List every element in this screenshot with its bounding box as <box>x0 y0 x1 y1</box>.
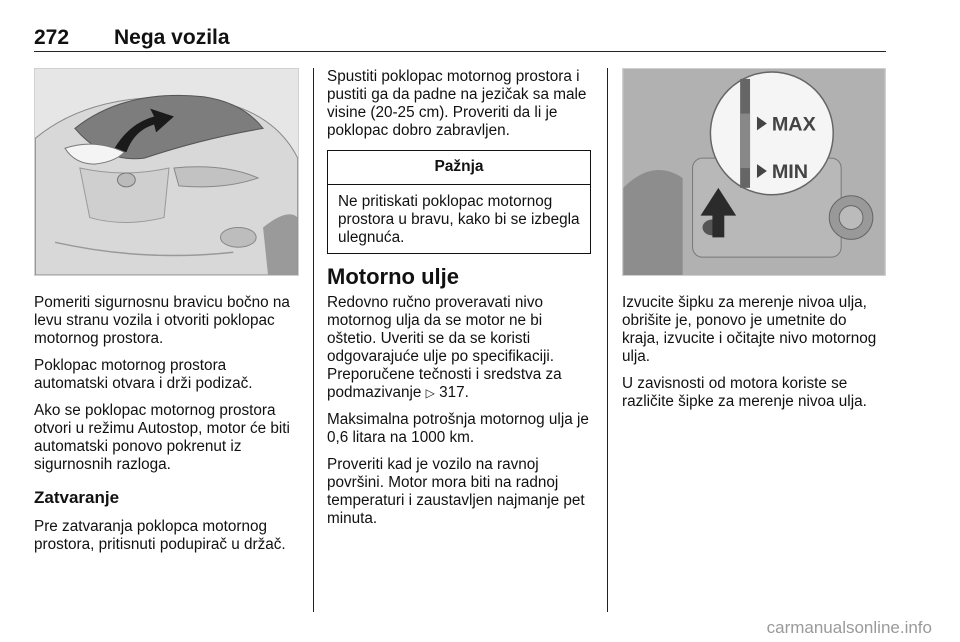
paragraph: Ako se poklopac motornog prostora otvori u režimu Autostop, motor će biti automatski ponovo pokrenut iz sigurnosnih razloga. <box>34 402 290 473</box>
column-divider-2 <box>607 68 608 612</box>
column-1 <box>34 68 299 563</box>
dipstick-max-label: MAX <box>771 113 816 136</box>
page-title: Nega vozila <box>114 26 230 49</box>
paragraph: Izvucite šipku za merenje nivoa ulja, obrišite je, ponovo je umetnite do kraja, izvucite i očitajte nivo motornog ulja. <box>622 294 877 365</box>
header-rule <box>34 51 886 52</box>
paragraph: Proveriti kad je vozilo na ravnoj površini. Motor mora biti na radnoj temperaturi i zaustavljen najmanje pet minuta. <box>327 456 585 527</box>
paragraph-text: Redovno ručno proveravati nivo motornog ulja da se motor ne bi oštetio. Uveriti se da se koristi odgovarajuće ulje po specifikaciji. Preporučene tečnosti i sredstva za podmazivanje <box>327 294 562 401</box>
column-3 <box>622 68 886 420</box>
notice-title: Pažnja <box>328 151 590 185</box>
page-header <box>34 26 886 52</box>
car-hood-figure <box>34 68 299 276</box>
column-2 <box>327 68 592 537</box>
page-number: 272 <box>34 26 70 49</box>
watermark: carmanualsonline.info <box>766 618 932 637</box>
paragraph: Maksimalna potrošnja motornog ulja je 0,6 litara na 1000 km. <box>327 411 589 446</box>
paragraph: U zavisnosti od motora koriste se različite šipke za merenje nivoa ulja. <box>622 375 867 410</box>
column-divider-1 <box>313 68 314 612</box>
paragraph <box>327 294 592 402</box>
caution-notice <box>327 150 591 254</box>
page-ref-icon[interactable]: ▷ <box>425 386 435 400</box>
dipstick-figure <box>622 68 886 276</box>
paragraph: Poklopac motornog prostora automatski otvara i drži podizač. <box>34 357 253 392</box>
paragraph: Spustiti poklopac motornog prostora i pustiti ga da padne na jezičak sa male visine (20-25 cm). Proveriti da li je poklopac dobro zabravljen. <box>327 68 587 139</box>
section-heading: Motorno ulje <box>327 264 459 289</box>
notice-body: Ne pritiskati poklopac motornog prostora u bravu, kako bi se izbegla ulegnuća. <box>338 193 580 246</box>
paragraph: Pre zatvaranja poklopca motornog prostora, pritisnuti podupirač u držač. <box>34 518 286 553</box>
dipstick-min-label: MIN <box>771 160 809 183</box>
paragraph: Pomeriti sigurnosnu bravicu bočno na levu stranu vozila i otvoriti poklopac motornog prostora. <box>34 294 290 347</box>
page-ref[interactable]: 317. <box>439 384 469 401</box>
section-heading: Zatvaranje <box>34 488 120 507</box>
